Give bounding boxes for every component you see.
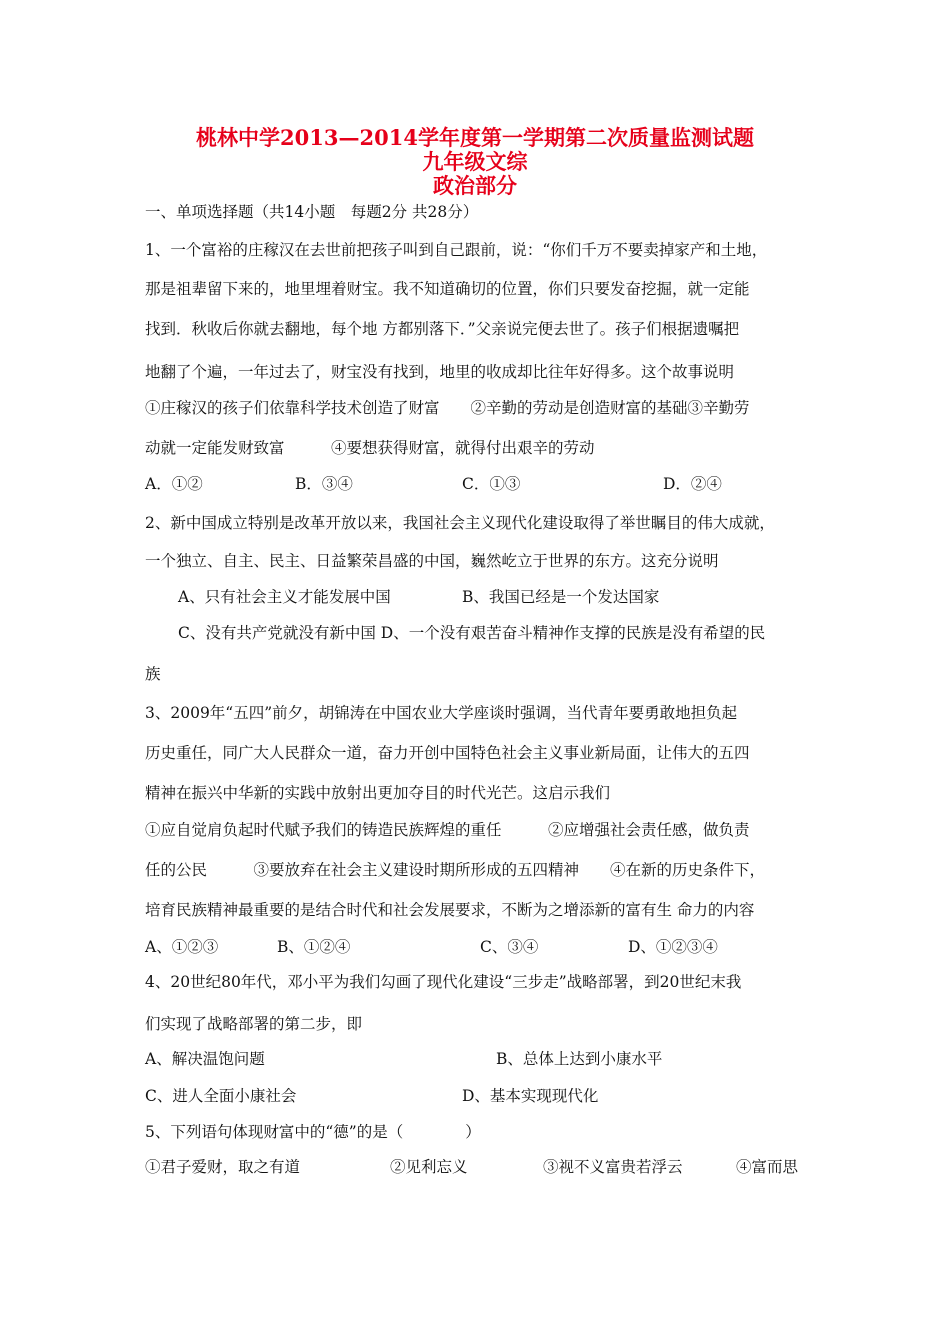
q4-line-2: 们实现了战略部署的第二步，即 xyxy=(145,1015,363,1033)
q2-option-cd-continued: 族 xyxy=(145,665,161,683)
q4-option-c: C、进人全面小康社会 xyxy=(145,1087,297,1105)
q3-option-c: C、③④ xyxy=(480,938,539,956)
q1-option-a: A．①② xyxy=(145,475,203,493)
exam-subtitle-grade: 九年级文综 xyxy=(422,149,528,174)
q2-line-2: 一个独立、自主、民主、日益繁荣昌盛的中国，巍然屹立于世界的东方。这充分说明 xyxy=(145,552,719,570)
q2-line-1: 2、新中国成立特别是改革开放以来，我国社会主义现代化建设取得了举世瞩目的伟大成就， xyxy=(145,514,775,532)
q2-option-a: A、只有社会主义才能发展中国 xyxy=(178,588,391,606)
q4-option-b: B、总体上达到小康水平 xyxy=(496,1050,663,1068)
q3-option-b: B、①②④ xyxy=(277,938,351,956)
section-heading: 一、单项选择题（共14小题 每题2分 共28分） xyxy=(145,203,479,221)
q2-option-cd: C、没有共产党就没有新中国 D、一个没有艰苦奋斗精神作支撑的民族是没有希望的民 xyxy=(178,624,766,642)
q3-line-5: 任的公民 ③要放弃在社会主义建设时期所形成的五四精神 ④在新的历史条件下， xyxy=(145,861,766,879)
exam-title: 桃林中学2013—2014学年度第一学期第二次质量监测试题 xyxy=(196,125,754,150)
q1-line-4: 地翻了个遍，一年过去了，财宝没有找到，地里的收成却比往年好得多。这个故事说明 xyxy=(145,363,735,381)
q1-option-d: D．②④ xyxy=(663,475,722,493)
q5-item-4: ④富而思 xyxy=(736,1158,799,1176)
q3-line-2: 历史重任，同广大人民群众一道，奋力开创中国特色社会主义事业新局面，让伟大的五四 xyxy=(145,744,750,762)
q5-item-3: ③视不义富贵若浮云 xyxy=(543,1158,683,1176)
q3-line-3: 精神在振兴中华新的实践中放射出更加夺目的时代光芒。这启示我们 xyxy=(145,784,611,802)
q4-option-d: D、基本实现现代化 xyxy=(462,1087,599,1105)
q3-line-4: ①应自觉肩负起时代赋予我们的铸造民族辉煌的重任 ②应增强社会责任感，做负责 xyxy=(145,821,750,839)
q3-option-d: D、①②③④ xyxy=(628,938,718,956)
q1-line-1: 1、一个富裕的庄稼汉在去世前把孩子叫到自己跟前，说：“你们千万不要卖掉家产和土地， xyxy=(145,241,768,259)
q1-line-3: 找到．秋收后你就去翻地，每个地 方都别落下．”父亲说完便去世了。孩子们根据遗嘱把 xyxy=(145,320,740,338)
q2-option-b: B、我国已经是一个发达国家 xyxy=(462,588,660,606)
q3-line-1: 3、2009年“五四”前夕，胡锦涛在中国农业大学座谈时强调，当代青年要勇敢地担负起 xyxy=(145,704,738,722)
q1-option-c: C．①③ xyxy=(462,475,521,493)
q5-stem: 5、下列语句体现财富中的“德”的是（ ） xyxy=(145,1123,481,1141)
q3-line-6: 培育民族精神最重要的是结合时代和社会发展要求，不断为之增添新的富有生 命力的内容 xyxy=(145,901,755,919)
q3-option-a: A、①②③ xyxy=(145,938,219,956)
q4-line-1: 4、20世纪80年代，邓小平为我们勾画了现代化建设“三步走”战略部署，到20世纪末我 xyxy=(145,973,742,991)
q1-option-b: B．③④ xyxy=(295,475,353,493)
q5-item-1: ①君子爱财，取之有道 xyxy=(145,1158,301,1176)
q1-line-5: ①庄稼汉的孩子们依靠科学技术创造了财富 ②辛勤的劳动是创造财富的基础③辛勤劳 xyxy=(145,399,750,417)
q1-line-6: 动就一定能发财致富 ④要想获得财富，就得付出艰辛的劳动 xyxy=(145,439,595,457)
q4-option-a: A、解决温饱问题 xyxy=(145,1050,265,1068)
q5-item-2: ②见利忘义 xyxy=(390,1158,468,1176)
exam-subtitle-subject: 政治部分 xyxy=(433,173,517,198)
q1-line-2: 那是祖辈留下来的，地里埋着财宝。我不知道确切的位置，你们只要发奋挖掘，就一定能 xyxy=(145,280,750,298)
